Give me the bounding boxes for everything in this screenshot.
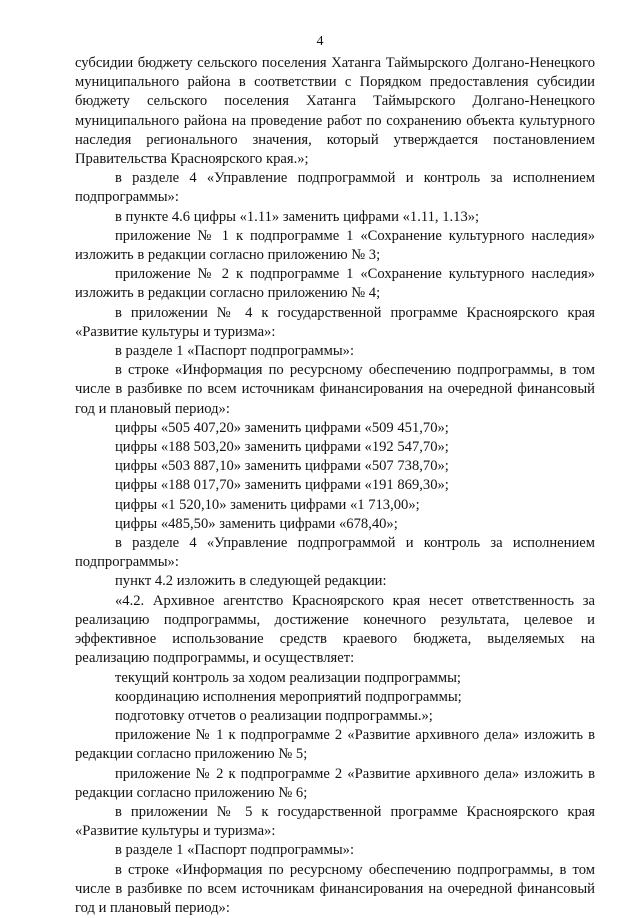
paragraph-22: приложение № 2 к подпрограмме 2 «Развитие архивного дела» изложить в редакции согласно приложению № 6;	[75, 765, 595, 801]
paragraph-11: цифры «503 887,10» заменить цифрами «507 738,70»;	[115, 458, 449, 475]
paragraph-13: цифры «1 520,10» заменить цифрами «1 713,00»;	[115, 496, 420, 513]
paragraph-5: приложение № 2 к подпрограмме 1 «Сохранение культурного наследия» изложить в редакции согласно приложению № 4;	[75, 266, 595, 302]
paragraph-15: в разделе 4 «Управление подпрограммой и контроль за исполнением подпрограммы»:	[75, 535, 595, 571]
paragraph-24: в разделе 1 «Паспорт подпрограммы»:	[115, 842, 355, 859]
paragraph-9: цифры «505 407,20» заменить цифрами «509 451,70»;	[115, 419, 449, 436]
paragraph-19: координацию исполнения мероприятий подпрограммы;	[115, 688, 462, 705]
paragraph-1: субсидии бюджету сельского поселения Хатанга Таймырского Долгано-Ненецкого муниципального района в соответствии с Порядком предоставления субсидии бюджету сельского поселения Хатанга Таймырского Долгано-Ненецкого муниципального района на проведение работ по сохранению объекта культурного наследия регионального значения, который утверждается постановлением Правительства Красноярского края.»;	[75, 55, 595, 168]
paragraph-17: «4.2. Архивное агентство Красноярского края несет ответственность за реализацию подпрограммы, достижение конечного результата, целевое и эффективное использование средств краевого бюджета, выделяемых на реализацию подпрограммы, и осуществляет:	[75, 592, 595, 667]
paragraph-8: в строке «Информация по ресурсному обеспечению подпрограммы, в том числе в разбивке по всем источникам финансирования на очередной финансовый год и плановый период»:	[75, 362, 595, 417]
paragraph-23: в приложении № 5 к государственной программе Красноярского края «Развитие культуры и туризма»:	[75, 803, 595, 840]
page-number: 4	[316, 34, 324, 49]
paragraph-20: подготовку отчетов о реализации подпрограммы.»;	[115, 707, 433, 724]
paragraph-4: приложение № 1 к подпрограмме 1 «Сохранение культурного наследия» изложить в редакции согласно приложению № 3;	[75, 227, 595, 264]
paragraph-3: в пункте 4.6 цифры «1.11» заменить цифрами «1.11, 1.13»;	[115, 208, 480, 225]
paragraph-10: цифры «188 503,20» заменить цифрами «192 547,70»;	[115, 439, 449, 456]
paragraph-12: цифры «188 017,70» заменить цифрами «191 869,30»;	[115, 477, 449, 494]
paragraph-7: в разделе 1 «Паспорт подпрограммы»:	[115, 343, 355, 360]
paragraph-16: пункт 4.2 изложить в следующей редакции:	[115, 573, 387, 590]
paragraph-18: текущий контроль за ходом реализации подпрограммы;	[115, 669, 461, 686]
paragraph-21: приложение № 1 к подпрограмме 2 «Развитие архивного дела» изложить в редакции согласно приложению № 5;	[75, 727, 595, 763]
paragraph-2: в разделе 4 «Управление подпрограммой и контроль за исполнением подпрограммы»:	[75, 170, 595, 206]
paragraph-25: в строке «Информация по ресурсному обеспечению подпрограммы, в том числе в разбивке по всем источникам финансирования на очередной финансовый год и плановый период»:	[75, 861, 595, 916]
paragraph-6: в приложении № 4 к государственной программе Красноярского края «Развитие культуры и туризма»:	[75, 304, 595, 340]
paragraph-14: цифры «485,50» заменить цифрами «678,40»;	[115, 515, 398, 532]
document-body	[75, 54, 595, 918]
